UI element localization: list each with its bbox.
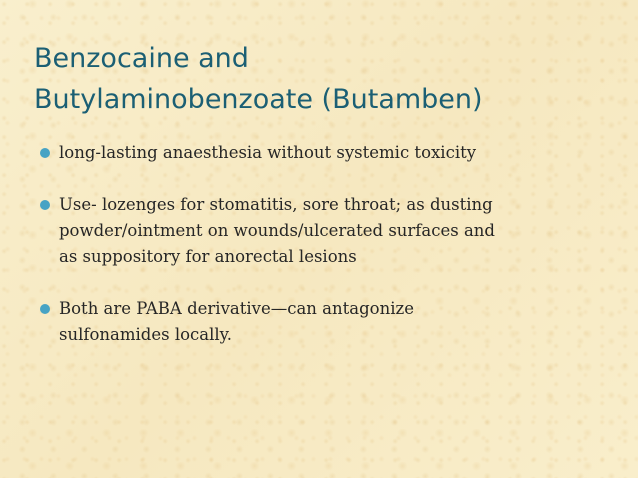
bullet-dot-icon [40,304,50,314]
slide-title-line: Benzocaine and [34,43,249,74]
bullet-text-line: sulfonamides locally. [59,325,233,344]
slide-title-line: Butylaminobenzoate (Butamben) [34,84,483,115]
bullet-list [40,140,600,348]
bullet-dot-icon [40,200,50,210]
bullet-text-line: Use- lozenges for stomatitis, sore throat; as dusting [59,195,493,214]
bullet-text-line: powder/ointment on wounds/ulcerated surfaces and [59,221,495,240]
bullet-item [40,192,600,270]
bullet-text-line: as suppository for anorectal lesions [59,247,357,266]
bullet-item [40,296,600,348]
slide-title [34,38,614,120]
bullet-dot-icon [40,148,50,158]
bullet-item [40,140,600,166]
bullet-text-line: long-lasting anaesthesia without systemic toxicity [59,143,477,162]
bullet-text-line: Both are PABA derivative—can antagonize [59,299,414,318]
